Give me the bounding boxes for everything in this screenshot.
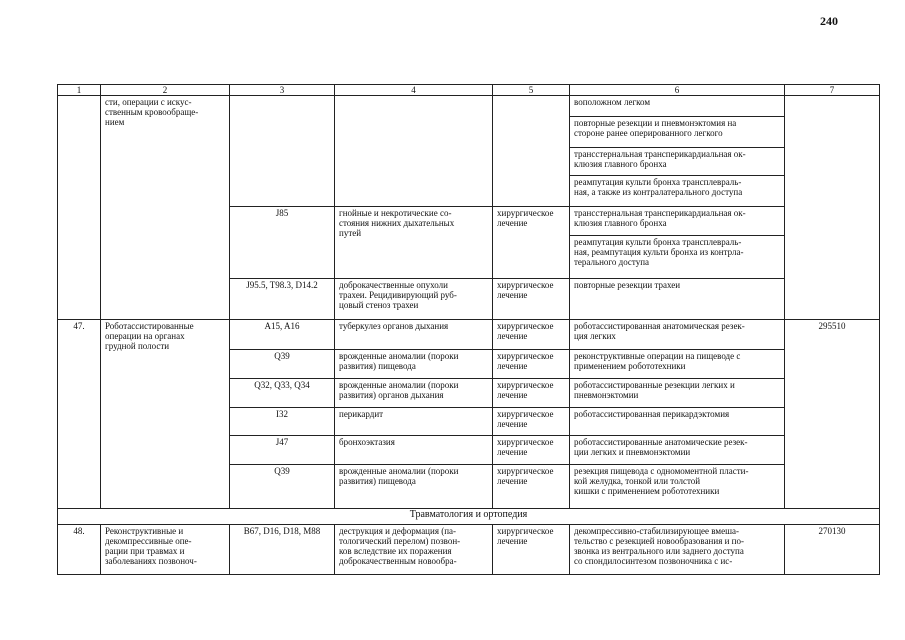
treatment-cell: хирургическое лечение <box>493 465 570 509</box>
method-cell: повторные резекции трахеи <box>570 279 785 320</box>
model-cell: перикардит <box>335 408 493 436</box>
code-cell: Q32, Q33, Q34 <box>230 379 335 408</box>
cont-group-name: сти, операции с искус- ственным кровообраще- нием <box>101 96 230 320</box>
method-cell: декомпрессивно-стабилизирующее вмеша- тельство с резекцией новообразования и по- звонка из вентрального или заднего доступа со спондилосинтезом позвоночника с ис- <box>570 525 785 575</box>
treatment-cell: хирургическое лечение <box>493 436 570 465</box>
table-row <box>58 96 880 117</box>
method-cell: роботассистированные резекции легких и пневмонэктомии <box>570 379 785 408</box>
model-cell: деструкция и деформация (па- тологический перелом) позвон- ков вследствие их поражения доброкачественным новообра- <box>335 525 493 575</box>
cost-cell: 295510 <box>785 320 880 509</box>
header-row <box>58 85 880 96</box>
treatment-cell: хирургическое лечение <box>493 279 570 320</box>
header-cell: 1 <box>58 85 101 96</box>
page-number: 240 <box>820 14 838 28</box>
model-cell: врожденные аномалии (пороки развития) пищевода <box>335 465 493 509</box>
model-cell: врожденные аномалии (пороки развития) органов дыхания <box>335 379 493 408</box>
treatment-cell: хирургическое лечение <box>493 207 570 279</box>
treatment-cell: хирургическое лечение <box>493 350 570 379</box>
code-cell: I32 <box>230 408 335 436</box>
method-cell: роботассистированные анатомические резек- ции легких и пневмонэктомии <box>570 436 785 465</box>
treatment-cell: хирургическое лечение <box>493 525 570 575</box>
header-cell: 7 <box>785 85 880 96</box>
header-cell: 3 <box>230 85 335 96</box>
header-cell: 4 <box>335 85 493 96</box>
header-cell: 6 <box>570 85 785 96</box>
cont-treatment-cell <box>493 96 570 207</box>
group-name: Роботассистированные операции на органах грудной полости <box>101 320 230 509</box>
method-cell: роботассистированная перикардэктомия <box>570 408 785 436</box>
header-cell: 5 <box>493 85 570 96</box>
cost-cell: 270130 <box>785 525 880 575</box>
method-cell: реампутация культи бронха трансплевраль- ная, реампутация культи бронха из контрла- терального доступа <box>570 236 785 279</box>
section-title: Травматология и ортопедия <box>58 509 880 525</box>
method-cell: трансстернальная трансперикардиальная ок- клюзия главного бронха <box>570 148 785 176</box>
code-cell: A15, A16 <box>230 320 335 350</box>
code-cell: B67, D16, D18, M88 <box>230 525 335 575</box>
cont-cost-cell <box>785 96 880 320</box>
model-cell: бронхоэктазия <box>335 436 493 465</box>
method-cell: повторные резекции и пневмонэктомия на стороне ранее оперированного легкого <box>570 117 785 148</box>
treatment-cell: хирургическое лечение <box>493 408 570 436</box>
table-row <box>58 525 880 575</box>
method-cell: реконструктивные операции на пищеводе с применением робототехники <box>570 350 785 379</box>
method-cell: трансстернальная трансперикардиальная ок- клюзия главного бронха <box>570 207 785 236</box>
code-cell: Q39 <box>230 350 335 379</box>
treatment-cell: хирургическое лечение <box>493 379 570 408</box>
row-number: 47. <box>58 320 101 509</box>
cont-num-cell <box>58 96 101 320</box>
code-cell: J47 <box>230 436 335 465</box>
code-cell: J95.5, T98.3, D14.2 <box>230 279 335 320</box>
method-cell: роботассистированная анатомическая резек- ция легких <box>570 320 785 350</box>
code-cell: J85 <box>230 207 335 279</box>
treatment-cell: хирургическое лечение <box>493 320 570 350</box>
cont-code-cell <box>230 96 335 207</box>
procedures-table <box>57 84 880 575</box>
header-cell: 2 <box>101 85 230 96</box>
group-name: Реконструктивные и декомпрессивные опе- рации при травмах и заболеваниях позвоноч- <box>101 525 230 575</box>
table-row <box>58 320 880 350</box>
model-cell: доброкачественные опухоли трахеи. Рецидивирующий руб- цовый стеноз трахеи <box>335 279 493 320</box>
code-cell: Q39 <box>230 465 335 509</box>
method-cell: воположном легком <box>570 96 785 117</box>
method-cell: реампутация культи бронха трансплевраль- ная, а также из контралатерального доступа <box>570 176 785 207</box>
row-number: 48. <box>58 525 101 575</box>
model-cell: врожденные аномалии (пороки развития) пищевода <box>335 350 493 379</box>
method-cell: резекция пищевода с одномоментной пласти- кой желудка, тонкой или толстой кишки с применением робототехники <box>570 465 785 509</box>
model-cell: туберкулез органов дыхания <box>335 320 493 350</box>
model-cell: гнойные и некротические со- стояния нижних дыхательных путей <box>335 207 493 279</box>
cont-model-cell <box>335 96 493 207</box>
section-row <box>58 509 880 525</box>
